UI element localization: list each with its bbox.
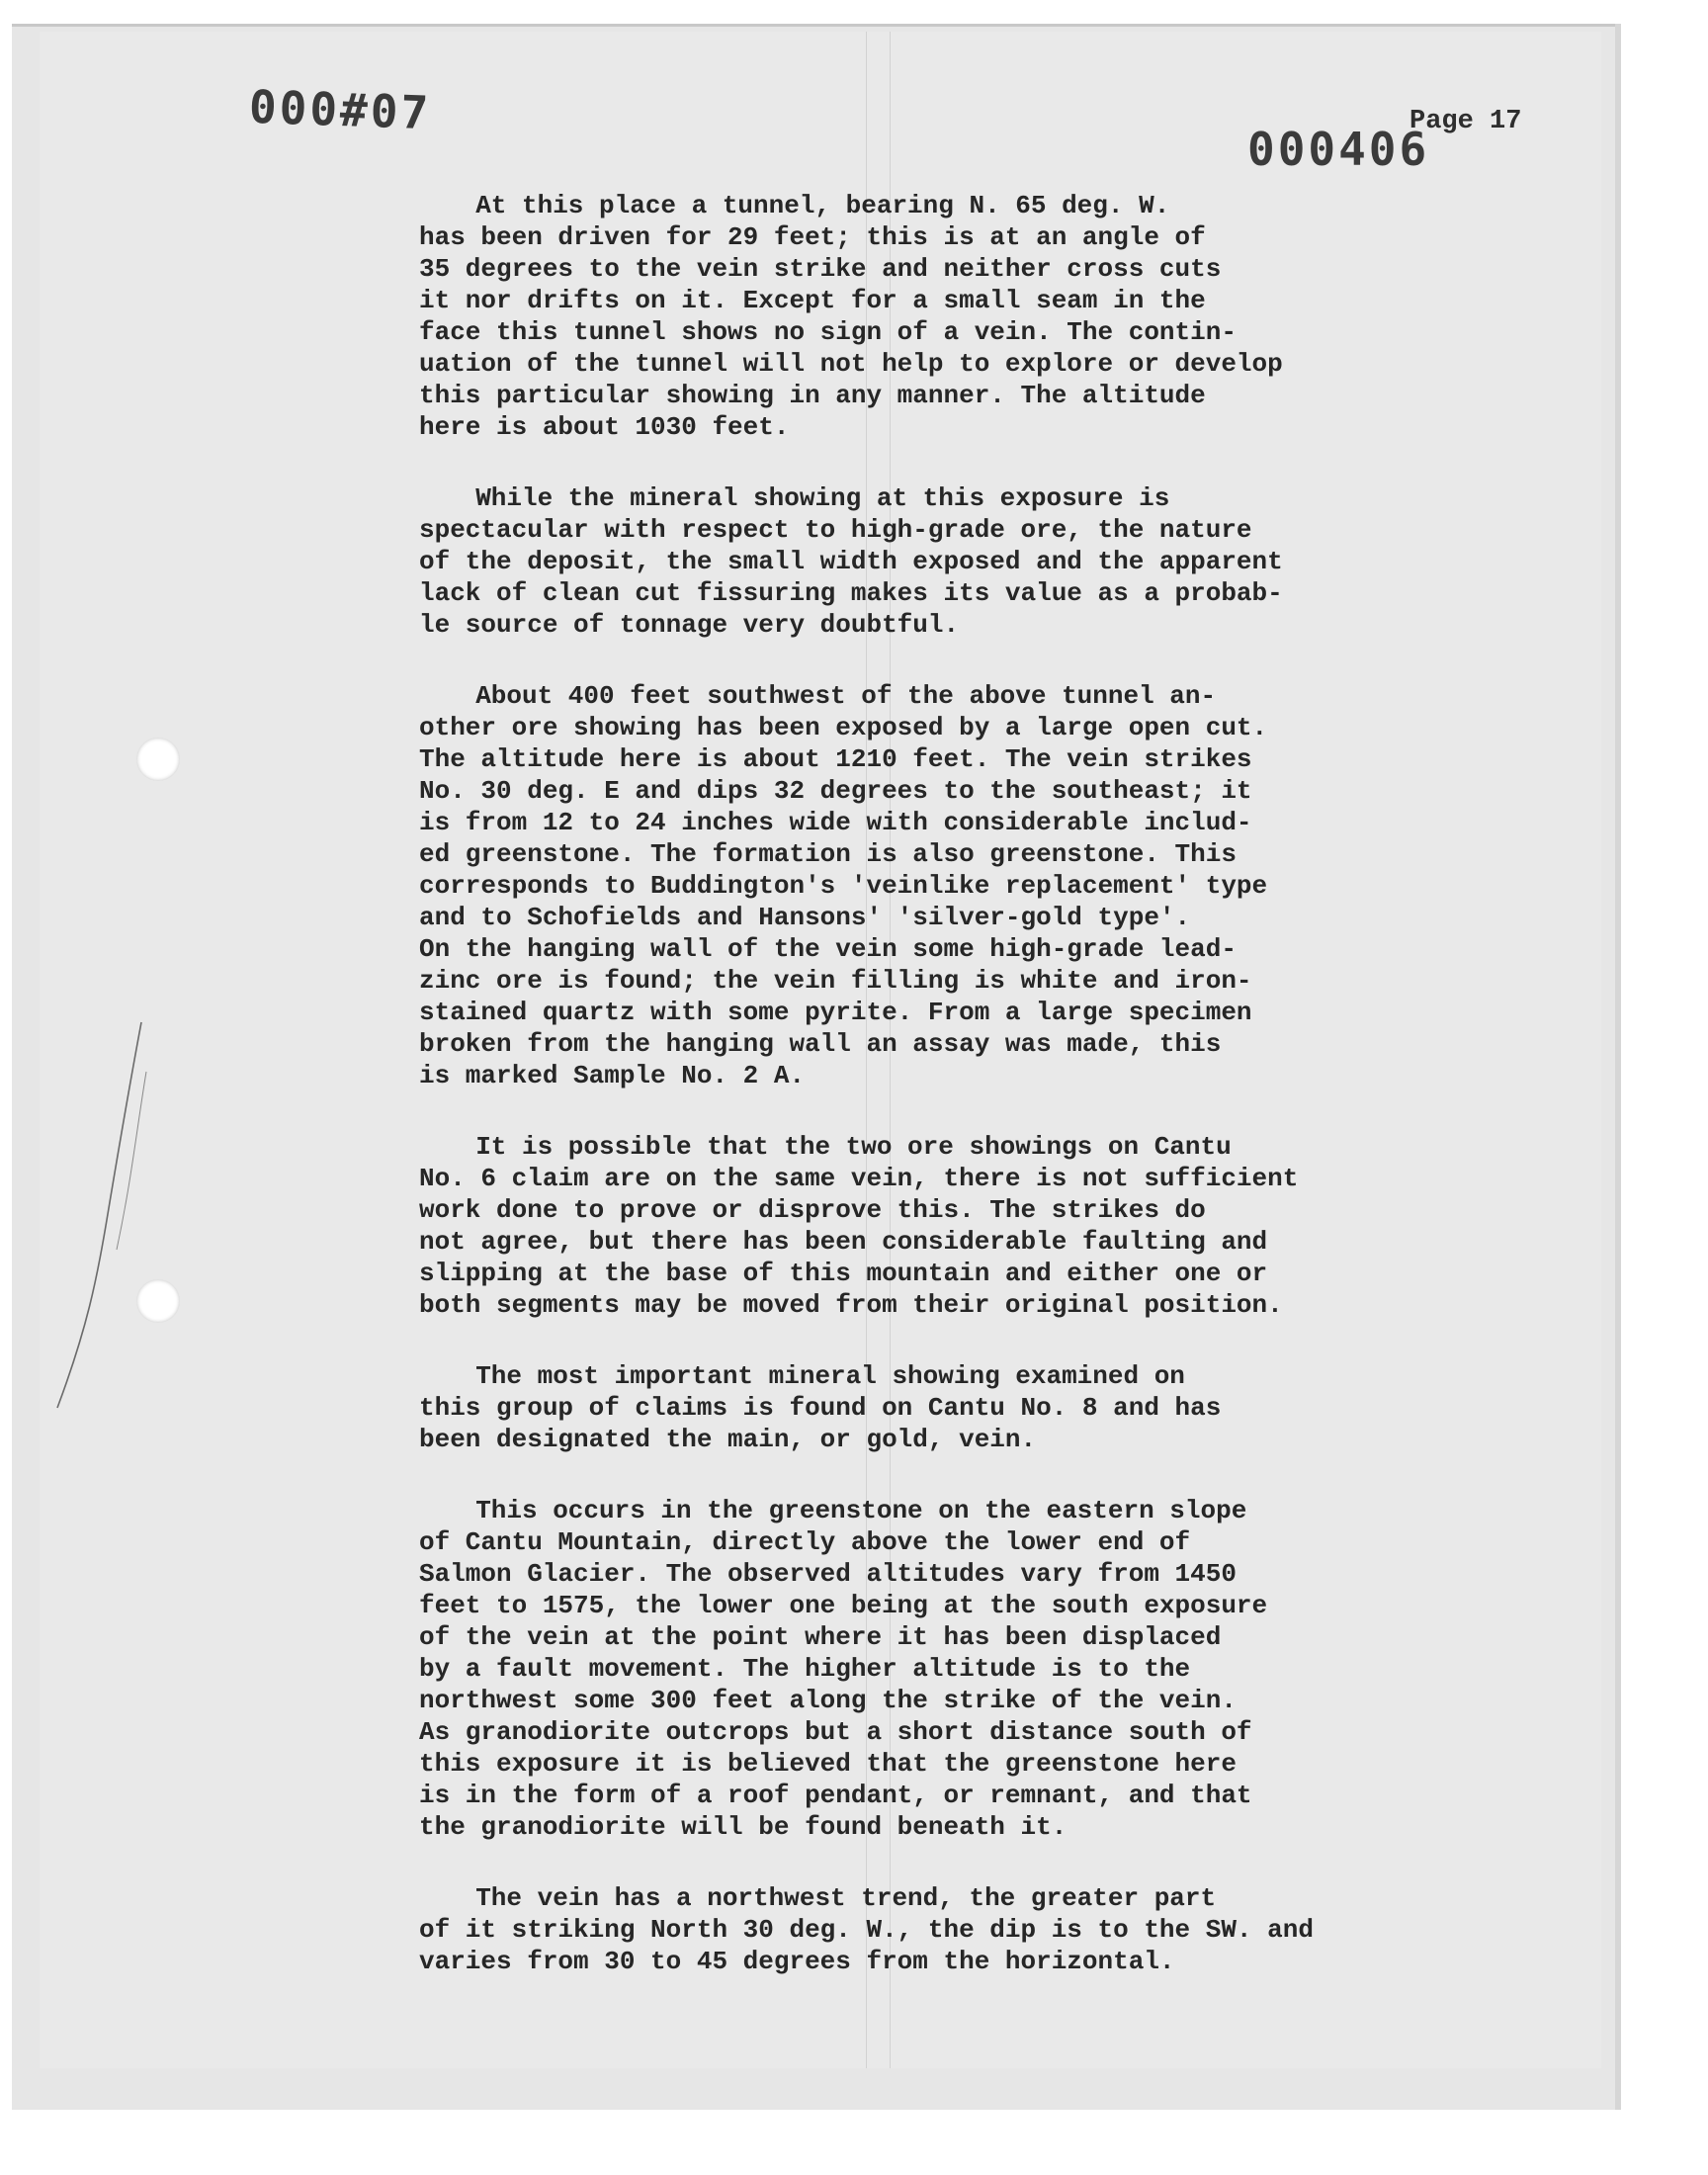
paragraph: At this place a tunnel, bearing N. 65 deg. W. has been driven for 29 feet; this is at an angle of 35 degrees to the vein strike and neither cross cuts it nor drifts on it. Except for a small seam in the face this tunnel shows no sign of a vein. The contin- uation of the tunnel will not help to explore or develop this particular showing in any manner. The altitude here is about 1030 feet. [419, 191, 1283, 442]
page-number: Page 17 [1409, 107, 1522, 136]
scan-edge-top [12, 24, 1621, 27]
paragraph: The vein has a northwest trend, the greater part of it striking North 30 deg. W., the dip is to the SW. and varies from 30 to 45 degrees from the horizontal. [419, 1883, 1314, 1976]
punch-hole [136, 738, 180, 781]
typed-body [419, 190, 1388, 2017]
paragraph: The most important mineral showing examined on this group of claims is found on Cantu No. 8 and has been designated the main, or gold, vein. [419, 1361, 1222, 1454]
scan-edge-right [1615, 24, 1621, 2110]
scanned-page [12, 24, 1621, 2110]
paragraph: This occurs in the greenstone on the eastern slope of Cantu Mountain, directly above the lower end of Salmon Glacier. The observed altitudes vary from 1450 feet to 1575, the lower one being at the south exposure of the vein at the point where it has been displaced by a fault movement. The higher altitude is to the northwest some 300 feet along the strike of the vein. As granodiorite outcrops but a short distance south of this exposure it is believed that the greenstone here is in the form of a roof pendant, or remnant, and that the granodiorite will be found beneath it. [419, 1496, 1268, 1842]
paragraph: While the mineral showing at this exposure is spectacular with respect to high-grade ore, the nature of the deposit, the small width exposed and the apparent lack of clean cut fissuring makes its value as a probab- le source of tonnage very doubtful. [419, 483, 1283, 640]
paragraph: It is possible that the two ore showings on Cantu No. 6 claim are on the same vein, there is not sufficient work done to prove or disprove this. The strikes do not agree, but there has been considerable faulting and slipping at the base of this mountain and either one or both segments may be moved from their original position. [419, 1132, 1299, 1320]
document-stamp-left: 000#07 [248, 79, 433, 140]
pencil-mark [47, 1012, 156, 1428]
paragraph: About 400 feet southwest of the above tunnel an- other ore showing has been exposed by a large open cut. The altitude here is about 1210 feet. The vein strikes No. 30 deg. E and dips 32 degrees to the southeast; it is from 12 to 24 inches wide with considerable includ- ed greenstone. The formation is also greenstone. This corresponds to Buddington's 'veinlike replacement' type and to Schofields and Hansons' 'silver-gold type'. On the hanging wall of the vein some high-grade lead- zinc ore is found; the vein filling is white and iron- stained quartz with some pyrite. From a large specimen broken from the hanging wall an assay was made, this is marked Sample No. 2 A. [419, 681, 1268, 1090]
document-stamp-right: 000406 [1247, 123, 1430, 176]
